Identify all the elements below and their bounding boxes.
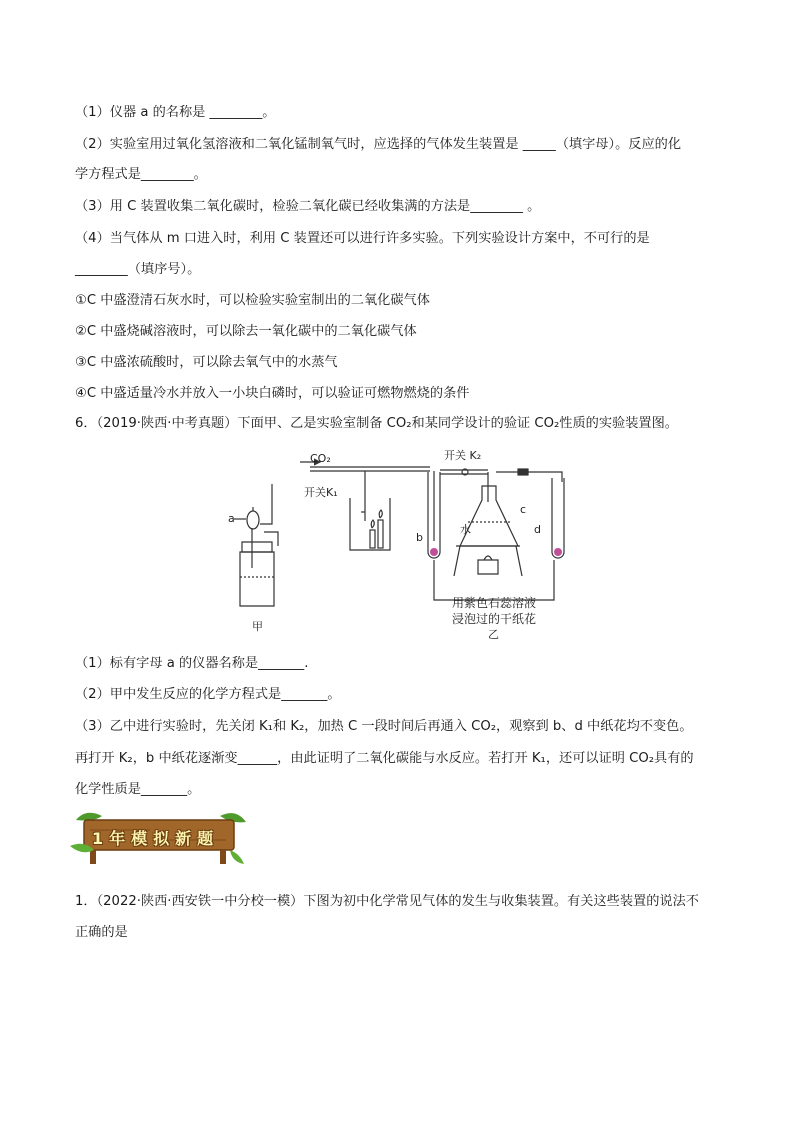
q6-stem: 6．（2019·陕西·中考真题）下面甲、乙是实验室制备 CO₂和某同学设计的验证 CO₂性质的实验装置图。 [75,416,678,431]
q5-option-2: ②C 中盛烧碱溶液时，可以除去一氧化碳中的二氧化碳气体 [75,324,417,339]
label-b: b [416,531,423,544]
caption-line2: 浸泡过的干纸花 [452,612,537,626]
q5-option-3: ③C 中盛浓硫酸时，可以除去氧气中的水蒸气 [75,355,338,370]
q5-part3: （3）用 C 装置收集二氧化碳时，检验二氧化碳已经收集满的方法是________ 。 [75,199,541,214]
q5-part4-cont: ________（填序号）。 [75,262,201,277]
label-k1: 开关K₁ [304,486,338,499]
caption-line1: 用紫色石蕊溶液 [452,596,537,610]
q1-stem-cont: 正确的是 [75,925,128,940]
q1-stem: 1．（2022·陕西·西安铁一中分校一模）下图为初中化学常见气体的发生与收集装置。有关这些装置的说法不 [75,894,699,909]
label-water: 水 [460,523,471,536]
q5-part4: （4）当气体从 m 口进入时，利用 C 装置还可以进行许多实验。下列实验设计方案中，不可行的是 [75,231,650,246]
flower-d [554,548,562,556]
q5-part2: （2）实验室用过氧化氢溶液和二氧化锰制氧气时，应选择的气体发生装置是 _____（填字母）。反应的化 [75,137,682,152]
q5-option-1: ①C 中盛澄清石灰水时，可以检验实验室制出的二氧化碳气体 [75,293,430,308]
q5-part1: （1）仪器 a 的名称是 ________。 [75,105,276,120]
q6-part2: （2）甲中发生反应的化学方程式是_______。 [75,687,341,702]
label-a: a [228,512,235,525]
label-c: c [520,503,527,516]
label-jia: 甲 [252,620,263,633]
banner-title: 1年模拟新题 [92,829,220,848]
label-yi: 乙 [488,628,499,641]
q5-option-4: ④C 中盛适量冷水并放入一小块白磷时，可以验证可燃物燃烧的条件 [75,386,470,401]
label-k2: 开关 K₂ [444,449,482,462]
q6-part3-cont2: 化学性质是_______。 [75,782,201,797]
q5-part2-cont: 学方程式是________。 [75,167,207,182]
q6-part3: （3）乙中进行实验时，先关闭 K₁和 K₂，加热 C 一段时间后再通入 CO₂，观察到 b、d 中纸花均不变色。 [75,719,693,734]
q6-part1: （1）标有字母 a 的仪器名称是_______. [75,656,309,671]
flower-b [430,548,438,556]
flask-jia [234,484,278,606]
q6-part3-cont1: 再打开 K₂，b 中纸花逐渐变______，由此证明了二氧化碳能与水反应。若打开 K₁，还可以证明 CO₂具有的 [75,751,694,766]
label-d: d [534,523,541,536]
label-co2: CO₂ [310,452,331,465]
